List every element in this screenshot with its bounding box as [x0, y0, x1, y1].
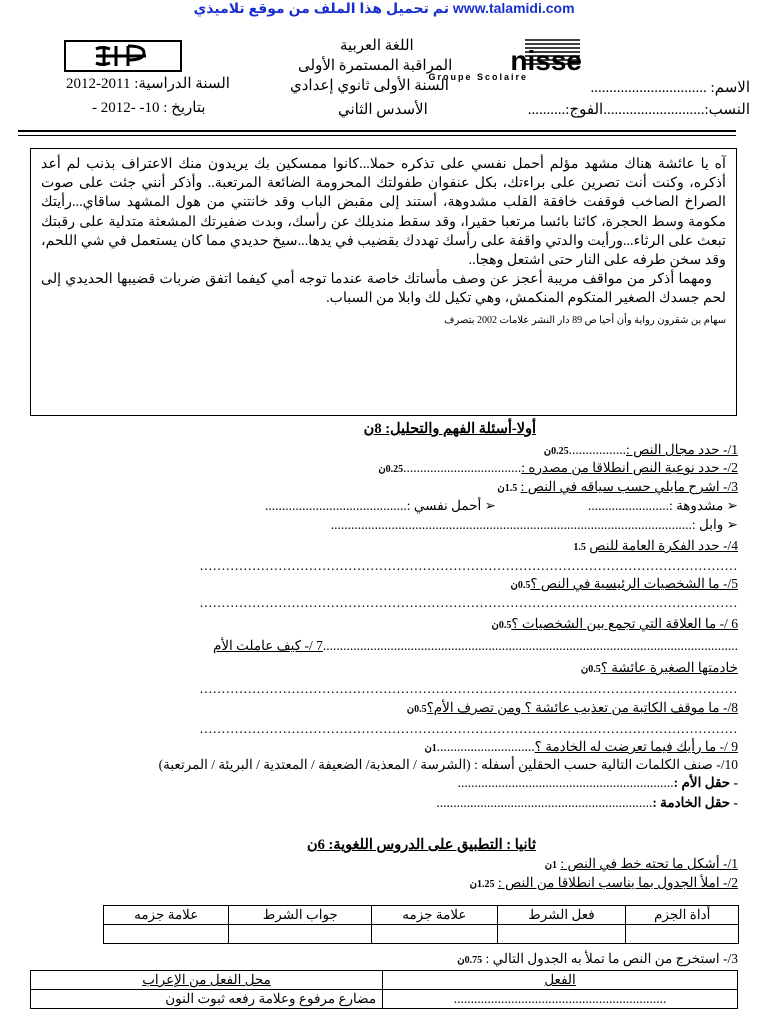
points: 0.5ن	[406, 704, 427, 715]
question-2[interactable]	[378, 459, 738, 479]
table-cell[interactable]: ...............................................................	[383, 990, 738, 1009]
section2-question-2	[470, 874, 738, 894]
answer-line[interactable]: ........................	[587, 498, 669, 513]
school-logo	[428, 34, 670, 82]
question-9[interactable]	[424, 738, 738, 758]
points: 0.5ن	[491, 620, 512, 631]
table-cell[interactable]	[497, 925, 626, 944]
question-7-text: 7 /- كيف عاملت الأم	[212, 638, 323, 653]
term-label: ➢ وابل :	[691, 517, 738, 532]
logo-subtext: Groupe Scolaire	[428, 72, 528, 82]
question-5-text: 5/- ما الشخصيات الرئيسية في النص ؟	[530, 576, 738, 591]
answer-line[interactable]: ...........................................................................................................................	[199, 558, 738, 573]
question-5	[510, 575, 738, 595]
answer-line[interactable]: ...................................	[403, 460, 522, 475]
question-10: 10/- صنف الكلمات التالية حسب الحقلين أسفله : (الشرسة / المعذبة/ الضعيفة / المعتدية / البريئة / المرتعبة)	[158, 757, 738, 772]
table-cell[interactable]	[372, 925, 497, 944]
table-header-row	[104, 906, 739, 925]
question-3a[interactable]	[588, 497, 738, 515]
subject-title: اللغة العربية	[340, 38, 414, 54]
question-3b[interactable]	[265, 497, 496, 515]
question-6	[492, 615, 738, 635]
section2-question-2-text: 2/- املأ الجدول بما يناسب انطلاقا من النص :	[497, 875, 738, 890]
table-row[interactable]	[31, 990, 738, 1009]
answer-line[interactable]: ...........................................................................................................................	[322, 638, 738, 653]
points: 1.25ن	[469, 879, 495, 890]
school-logo-graphic	[428, 34, 670, 82]
site-banner[interactable]: تم تحميل هذا الملف من موقع تلاميذي www.talamidi.com	[193, 0, 575, 16]
section2-question-3	[457, 950, 738, 970]
table-cell[interactable]	[229, 925, 372, 944]
question-3	[497, 478, 738, 498]
question-8	[407, 699, 738, 719]
section2-title: ثانيا : التطبيق على الدروس اللغوية: 6ن	[307, 837, 536, 853]
school-year: السنة الدراسية: 2011-2012	[66, 76, 230, 92]
question-10b[interactable]	[436, 794, 738, 812]
question-4-text: 4/- حدد الفكرة العامة للنص	[589, 538, 738, 553]
section2-question-1-text: 1/- أشكل ما تحته خط في النص :	[560, 856, 738, 871]
question-3c[interactable]	[331, 516, 738, 534]
emblem-box	[64, 40, 182, 72]
table-header-row	[31, 971, 738, 990]
passage-paragraph-2: ومهما أذكر من مواقف مريبة أعجز عن وصف مأساتك خاصة عندما توجه أمي كيفما اتفق ضربات قضيبها الحديدي إلى لحم جسدك الصغير المتكوم المنكمش، وهي تكيل لك وابلا من السباب.	[41, 271, 726, 307]
field-label: - حقل الأم :	[673, 775, 738, 790]
column-header: جواب الشرط	[229, 906, 372, 925]
question-4	[573, 537, 738, 557]
exam-date: بتاريخ : 10- -2012 -	[92, 100, 206, 116]
section1-title: أولا-أسئلة الفهم والتحليل: 8ن	[363, 421, 536, 437]
term-label: ➢ مشدوهة :	[668, 498, 738, 513]
emblem-icon	[66, 42, 180, 70]
question-2-text: 2/- حدد نوعية النص انطلاقا من مصدره :	[521, 460, 738, 475]
semester-label: الأسدس الثاني	[338, 102, 428, 118]
question-7-text-b: خادمتها الصغيرة عائشة ؟	[600, 660, 738, 675]
question-10a[interactable]	[458, 774, 738, 792]
term-label: ➢ أحمل نفسي :	[406, 498, 496, 513]
points: 1ن	[544, 860, 558, 871]
points: 0.25ن	[543, 446, 569, 457]
student-lastname-group-field[interactable]: النسب:...........................الفوج:..........	[527, 102, 750, 118]
points: 1.5	[573, 542, 586, 553]
section2-question-1	[545, 855, 738, 875]
points: 0.5ن	[510, 580, 531, 591]
points: 0.25ن	[378, 464, 404, 475]
field-label: - حقل الخادمة :	[652, 795, 738, 810]
answer-line[interactable]: ...........................................................................................................................	[199, 595, 738, 610]
answer-line[interactable]: ..........................................	[265, 498, 407, 513]
student-name-field[interactable]: الاسم: ...............................	[590, 80, 750, 96]
answer-line[interactable]: .................	[568, 442, 626, 457]
column-header: محل الفعل من الإعراب	[31, 971, 383, 990]
answer-line[interactable]: ................................................................	[457, 775, 674, 790]
column-header: الفعل	[383, 971, 738, 990]
question-7-continued	[581, 659, 738, 679]
question-1[interactable]	[544, 441, 738, 461]
answer-line[interactable]: ...........................................................................................................................	[199, 681, 738, 696]
points: 0.75ن	[457, 955, 483, 966]
question-1-text: 1/- حدد مجال النص :	[625, 442, 738, 457]
column-header: علامة جزمه	[104, 906, 229, 925]
table-cell: مضارع مرفوع وعلامة رفعه ثبوت النون	[31, 990, 383, 1009]
points: 1ن	[424, 743, 437, 754]
question-7[interactable]	[213, 637, 738, 655]
section2-question-3-text: 3/- استخرج من النص ما تملأ به الجدول التالي :	[485, 951, 738, 966]
answer-line[interactable]: .............................	[436, 739, 535, 754]
question-9-text: 9 /- ما رأيك فيما تعرضت له الخادمة ؟	[534, 739, 738, 754]
reading-passage	[30, 148, 737, 416]
passage-paragraph-1: آه يا عائشة هناك مشهد مؤلم أحمل نفسي على تذكره حملا...كانوا ممسكين بك يريدون منك الاعتراف بذنب لم أعد أذكره، وكنت أنت تصرين على براءتك، بكل عنفوان طفولتك المحرومة الضائعة المرتعبة.. وأذكر أنني جئت على صوت الصراخ الصاخب فوقفت خافقة القلب مشدوهة، أستند إلى مقبض الباب وقد خانتني من هول المشهد ساقاي...رأيتك مكومة وسط الحجرة، كائنا بائسا مرتعبا حقيرا، وقد سقط منديلك عن رأسك، وبدت ضفيرتك المشعثة متدلية على رقبتك تبعث على الرثاء...ورأيت والدتي واقفة على رأسك تهددك بقضيب في يدها...سيخ حديدي مما كان يستعمل في شي اللحم، وقد سخن طرفه على النار حتى اشتعل وهجا..	[41, 156, 726, 269]
column-header: فعل الشرط	[497, 906, 626, 925]
question-8-text: 8/- ما موقف الكاتبة من تعذيب عائشة ؟ ومن تصرف الأم؟	[426, 700, 738, 715]
header-divider-thin	[18, 135, 736, 136]
conditional-table	[103, 905, 739, 944]
table-cell[interactable]	[104, 925, 229, 944]
answer-line[interactable]: ...........................................................................................................................	[199, 721, 738, 736]
question-6-text: 6 /- ما العلاقة التي تجمع بين الشخصيات ؟	[511, 616, 738, 631]
column-header: أداة الجزم	[626, 906, 739, 925]
logo-text: nisse	[510, 45, 582, 76]
answer-line[interactable]: ................................................................	[436, 795, 653, 810]
points: 0.5ن	[580, 664, 601, 675]
header-divider	[18, 130, 736, 132]
verb-table	[30, 970, 738, 1009]
table-row[interactable]	[104, 925, 739, 944]
level-label: السنة الأولى ثانوي إعدادي	[290, 78, 449, 94]
exam-title: المراقبة المستمرة الأولى	[298, 58, 453, 74]
answer-line[interactable]: ...........................................................................................................	[330, 517, 692, 532]
table-cell[interactable]	[626, 925, 739, 944]
column-header: علامة جزمه	[372, 906, 497, 925]
question-3-text: 3/- اشرح مايلي حسب سياقه في النص :	[520, 479, 738, 494]
points: 1.5ن	[497, 483, 518, 494]
passage-source: سهام بن شقرون رواية وأن أحيا ص 89 دار النشر علامات 2002 بتصرف	[444, 314, 726, 326]
